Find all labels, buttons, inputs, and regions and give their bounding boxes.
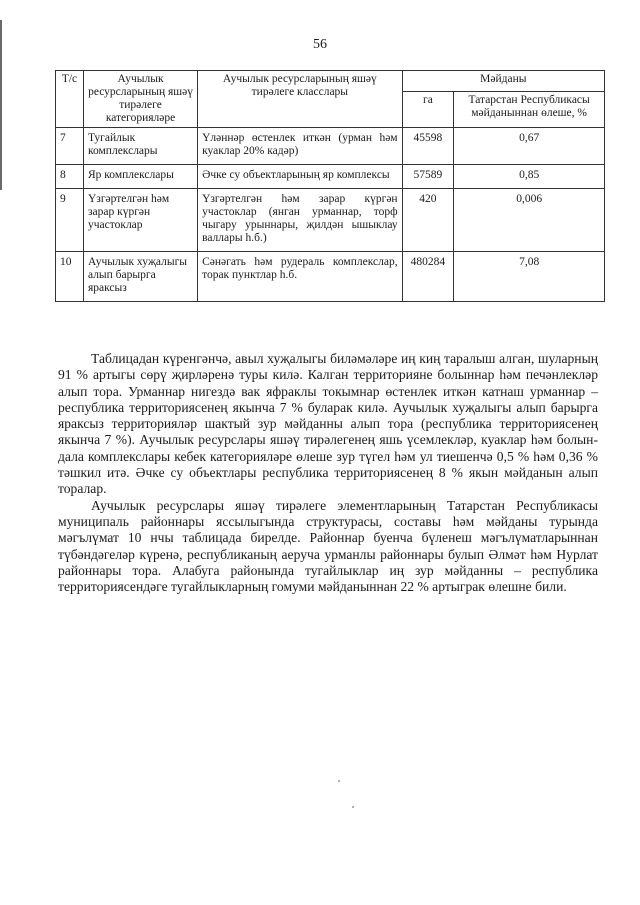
row-pct: 0,006 [454,189,605,252]
table-row [56,128,605,165]
row-classes: Әчке су объектларының яр комплексы [198,165,403,189]
page-number: 56 [313,37,327,52]
row-num: 9 [56,189,84,252]
scan-speck [338,780,340,782]
row-pct: 0,85 [454,165,605,189]
paragraph: Аучылык ресурслары яшәү тирәлеге элементларының Татарстан Республикасы муниципаль районнары яссылыгында структурасы, составы һәм мәйданы турында мәгълүмат 10 нчы таблицада бирелде. Районнар буенча бүленеш мәгълүматларыннан түбәндәгеләр күренә, республиканың аеруча урманлы районнары булып Әлмәт һәм Нурлат районнары тора. Алабуга районында тугайлыклар иң зур мәйданны – республика территориясендәге тугайлыкларның гомуми мәйданыннан 22 % артыграк өлешне били. [58,497,598,595]
paragraph: Таблицадан күренгәнчә, авыл хуҗалыгы биләмәләре иң киң таралыш алган, шуларның 91 % артыгы сөрү җирләренә туры килә. Калган территорияне болыннар һәм печәнлекләр алып тора. Урманнар нигездә вак яфраклы токымнар өстенлек иткән катнаш урманнар – республика территориясенең якынча 7 % буларак килә. Аучылык хуҗалыгы алып барырга яраксыз территорияләр шактый зур мәйданны алып тора (республика территориясенең якынча 7 %). Аучылык ресурслары яшәү тирәлегенең яшь үсемлекләр, куаклар һәм болын-дала комплекслары кебек категорияләре өлеше зур түгел һәм ул тиешенчә 0,5 % һәм 0,36 % тәшкил итә. Әчке су объектлары республика территориясенең 8 % якын мәйданын алып торалар. [58,351,598,497]
row-ha: 45598 [402,128,454,165]
row-category: Яр комплекслары [83,165,197,189]
row-ha: 420 [402,189,454,252]
table-row [56,189,605,252]
row-num: 10 [56,252,84,302]
scan-speck [352,806,354,808]
row-num: 7 [56,128,84,165]
row-classes: Үзгәртелгән һәм зарар күргән участоклар (янган урманнар, торф чыгару урыннары, җилдән ышыклау валлары һ.б.) [198,189,403,252]
header-category: Аучылык ресурсларының яшәү тирәлеге категорияләре [83,71,197,128]
row-classes: Үләннәр өстенлек иткән (урман һәм куаклар 20% кадәр) [198,128,403,165]
row-pct: 7,08 [454,252,605,302]
table-row [56,165,605,189]
row-category: Аучылык хуҗалыгы алып барырга яраксыз [83,252,197,302]
header-classes: Аучылык ресурсларының яшәү тирәлеге класслары [198,71,403,128]
row-category: Тугайлык комплекслары [83,128,197,165]
header-area: Мәйданы [402,71,604,92]
row-ha: 57589 [402,165,454,189]
row-pct: 0,67 [454,128,605,165]
header-area-ha: га [402,91,454,127]
table-header-row [56,71,605,92]
row-ha: 480284 [402,252,454,302]
header-num: Т/с [56,71,84,128]
row-classes: Сәнәгать һәм рудераль комплекслар, торак пунктлар һ.б. [198,252,403,302]
body-text [58,351,598,595]
habitat-table [55,70,605,302]
row-category: Үзгәртелгән һәм зарар күргән участоклар [83,189,197,252]
header-area-pct: Татарстан Республикасы мәйданыннан өлеше, % [454,91,605,127]
row-num: 8 [56,165,84,189]
table-row [56,252,605,302]
